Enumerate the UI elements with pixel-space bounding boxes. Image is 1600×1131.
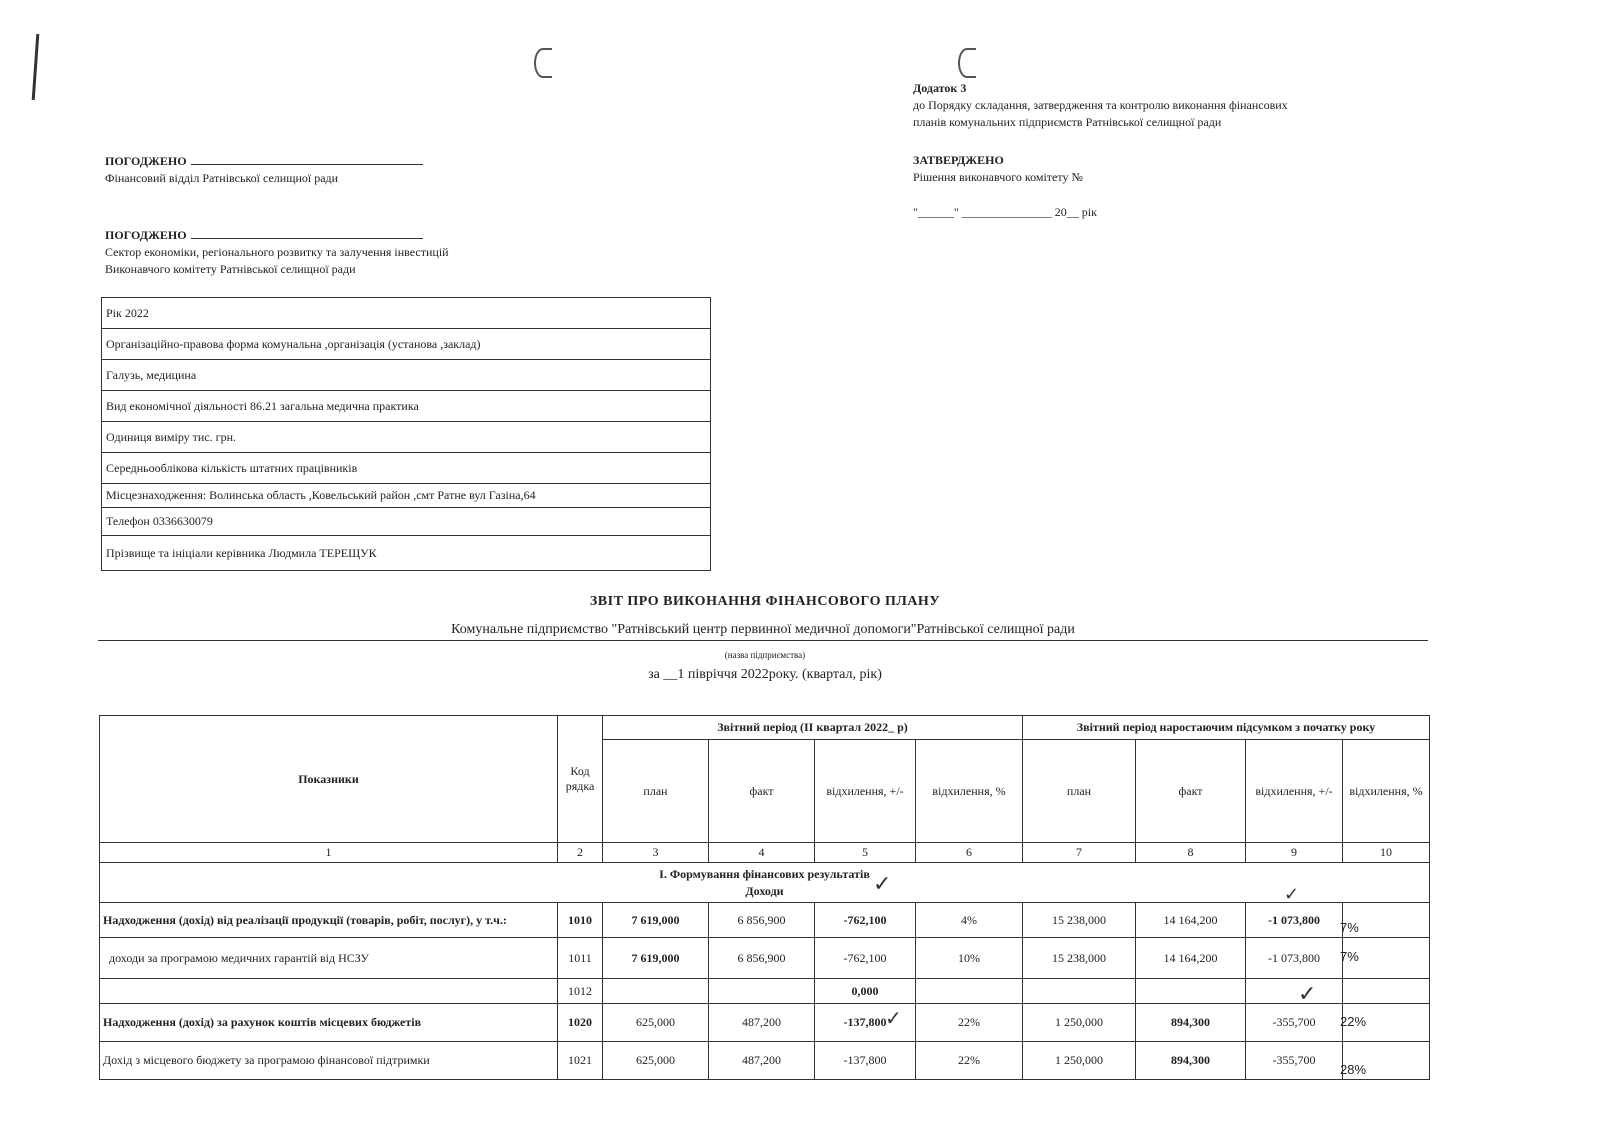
info-row-activity: Вид економічної діяльності 86.21 загальна медична практика xyxy=(102,391,710,422)
row-value: 15 238,000 xyxy=(1023,903,1136,938)
handwritten-percent: 28% xyxy=(1340,1062,1367,1077)
group-cumulative-header: Звітний період наростаючим підсумком з початку року xyxy=(1023,716,1430,740)
row-name: Надходження (дохід) за рахунок коштів місцевих бюджетів xyxy=(100,1004,558,1042)
row-value: 487,200 xyxy=(709,1042,815,1080)
column-number: 10 xyxy=(1343,843,1430,863)
sub-header-deviation-pct: відхилення, % xyxy=(1343,740,1430,843)
table-row xyxy=(100,1042,1430,1080)
row-value xyxy=(1136,979,1246,1004)
check-mark-icon: ✓ xyxy=(885,1006,902,1030)
row-value xyxy=(1246,979,1343,1004)
row-value: -137,800 xyxy=(815,1004,916,1042)
row-code: 1010 xyxy=(558,903,603,938)
appendix-line-2: планів комунальних підприємств Ратнівської селищної ради xyxy=(913,115,1222,129)
column-number: 8 xyxy=(1136,843,1246,863)
approved-block xyxy=(913,152,1097,221)
row-code: 1011 xyxy=(558,938,603,979)
row-value xyxy=(916,979,1023,1004)
enterprise-name-caption: (назва підприємства) xyxy=(724,650,806,660)
signature-line xyxy=(191,152,423,165)
row-value: -762,100 xyxy=(815,903,916,938)
col-indicators-header: Показники xyxy=(100,716,558,843)
row-value: 1 250,000 xyxy=(1023,1004,1136,1042)
check-mark-icon: ✓ xyxy=(1298,982,1317,1007)
row-name: доходи за програмою медичних гарантій від НСЗУ xyxy=(100,938,558,979)
table-row xyxy=(100,938,1430,979)
row-value: 15 238,000 xyxy=(1023,938,1136,979)
row-value: 487,200 xyxy=(709,1004,815,1042)
enterprise-name: Комунальне підприємство "Ратнівський центр первинної медичної допомоги"Ратнівської селищної ради xyxy=(98,622,1428,641)
row-name: Надходження (дохід) від реалізації продукції (товарів, робіт, послуг), у т.ч.: xyxy=(100,903,558,938)
approval-org-line: Фінансовий відділ Ратнівської селищної ради xyxy=(105,171,339,185)
enterprise-info-box xyxy=(101,297,711,571)
column-number: 6 xyxy=(916,843,1023,863)
row-value: -355,700 xyxy=(1246,1042,1343,1080)
report-title: ЗВІТ ПРО ВИКОНАННЯ ФІНАНСОВОГО ПЛАНУ xyxy=(589,594,941,609)
info-row-industry: Галузь, медицина xyxy=(102,360,710,391)
row-value xyxy=(603,979,709,1004)
column-number: 4 xyxy=(709,843,815,863)
row-value: 625,000 xyxy=(603,1004,709,1042)
sub-header-deviation-abs: відхилення, +/- xyxy=(1246,740,1343,843)
info-row-location: Місцезнаходження: Волинська область ,Ковельський район ,смт Ратне вул Газіна,64 xyxy=(102,484,710,508)
row-value: 14 164,200 xyxy=(1136,938,1246,979)
row-value: -1 073,800 xyxy=(1246,938,1343,979)
handwritten-percent: 7% xyxy=(1340,949,1359,964)
handwritten-percent: 7% xyxy=(1340,920,1359,935)
header-row-groups xyxy=(100,716,1430,740)
row-value: 1 250,000 xyxy=(1023,1042,1136,1080)
column-number: 1 xyxy=(100,843,558,863)
financial-report-table xyxy=(99,715,1430,1080)
approved-decision: Рішення виконавчого комітету № xyxy=(913,170,1083,184)
approval-org-line: Сектор економіки, регіонального розвитку та залучення інвестицій xyxy=(105,245,449,259)
row-value: 6 856,900 xyxy=(709,903,815,938)
section-title: I. Формування фінансових результатів xyxy=(659,866,870,881)
approval-label: ПОГОДЖЕНО xyxy=(105,228,187,242)
info-row-unit: Одиниця виміру тис. грн. xyxy=(102,422,710,453)
table-row xyxy=(100,979,1430,1004)
row-name: Дохід з місцевого бюджету за програмою фінансової підтримки xyxy=(100,1042,558,1080)
row-name xyxy=(100,979,558,1004)
appendix-header xyxy=(913,80,1288,131)
info-row-manager: Прізвище та ініціали керівника Людмила ТЕРЕЩУК xyxy=(106,545,377,560)
approval-block-finance xyxy=(105,152,423,187)
check-mark-icon: ✓ xyxy=(873,872,892,897)
sub-header-deviation-abs: відхилення, +/- xyxy=(815,740,916,843)
info-row-staff-count: Середньооблікова кількість штатних працівників xyxy=(102,453,710,484)
approved-label: ЗАТВЕРДЖЕНО xyxy=(913,153,1004,167)
table-row xyxy=(100,903,1430,938)
appendix-title: Додаток 3 xyxy=(913,81,967,95)
sub-header-deviation-pct: відхилення, % xyxy=(916,740,1023,843)
column-number-row xyxy=(100,843,1430,863)
section-subtitle: Доходи xyxy=(745,883,784,898)
column-number: 9 xyxy=(1246,843,1343,863)
table-row xyxy=(100,1004,1430,1042)
handwritten-percent: 22% xyxy=(1340,1014,1367,1029)
section-cell xyxy=(100,863,1430,903)
sub-header-fact: факт xyxy=(709,740,815,843)
signature-line xyxy=(191,226,423,239)
row-value xyxy=(709,979,815,1004)
column-number: 3 xyxy=(603,843,709,863)
row-code: 1012 xyxy=(558,979,603,1004)
column-number: 2 xyxy=(558,843,603,863)
row-value: -762,100 xyxy=(815,938,916,979)
check-mark-icon: ✓ xyxy=(1284,884,1300,905)
hole-punch-mark-left xyxy=(534,48,552,78)
row-value: 14 164,200 xyxy=(1136,903,1246,938)
info-row-legal-form: Організаційно-правова форма комунальна ,організація (установа ,заклад) xyxy=(102,329,710,360)
row-value: -355,700 xyxy=(1246,1004,1343,1042)
approval-label: ПОГОДЖЕНО xyxy=(105,154,187,168)
section-row xyxy=(100,863,1430,903)
row-value: -137,800 xyxy=(815,1042,916,1080)
column-number: 7 xyxy=(1023,843,1136,863)
row-value: 7 619,000 xyxy=(603,903,709,938)
row-code: 1020 xyxy=(558,1004,603,1042)
row-value: 894,300 xyxy=(1136,1042,1246,1080)
row-value: 22% xyxy=(916,1042,1023,1080)
column-number: 5 xyxy=(815,843,916,863)
approval-block-economy xyxy=(105,226,449,278)
hole-punch-mark-right xyxy=(958,48,976,78)
approval-org-line: Виконавчого комітету Ратнівської селищної ради xyxy=(105,262,356,276)
row-code: 1021 xyxy=(558,1042,603,1080)
info-row-year: Рік 2022 xyxy=(102,298,710,329)
info-row-phone: Телефон 0336630079 xyxy=(102,508,710,536)
row-value: 894,300 xyxy=(1136,1004,1246,1042)
sub-header-plan: план xyxy=(603,740,709,843)
row-value: -1 073,800 xyxy=(1246,903,1343,938)
appendix-line-1: до Порядку складання, затвердження та контролю виконання фінансових xyxy=(913,98,1288,112)
sub-header-fact: факт xyxy=(1136,740,1246,843)
col-code-header: Код рядка xyxy=(558,716,603,843)
row-value: 10% xyxy=(916,938,1023,979)
row-value xyxy=(1343,979,1430,1004)
sub-header-plan: план xyxy=(1023,740,1136,843)
row-value: 22% xyxy=(916,1004,1023,1042)
row-value: 0,000 xyxy=(815,979,916,1004)
row-value: 7 619,000 xyxy=(603,938,709,979)
group-quarter-header: Звітний період (II квартал 2022_ р) xyxy=(603,716,1023,740)
row-value xyxy=(1023,979,1136,1004)
approved-date-line: "______" _______________ 20__ рік xyxy=(913,205,1097,219)
report-period: за __1 півріччя 2022року. (квартал, рік) xyxy=(648,667,882,682)
row-value: 625,000 xyxy=(603,1042,709,1080)
row-value: 4% xyxy=(916,903,1023,938)
row-value: 6 856,900 xyxy=(709,938,815,979)
scan-margin-line xyxy=(32,34,40,100)
